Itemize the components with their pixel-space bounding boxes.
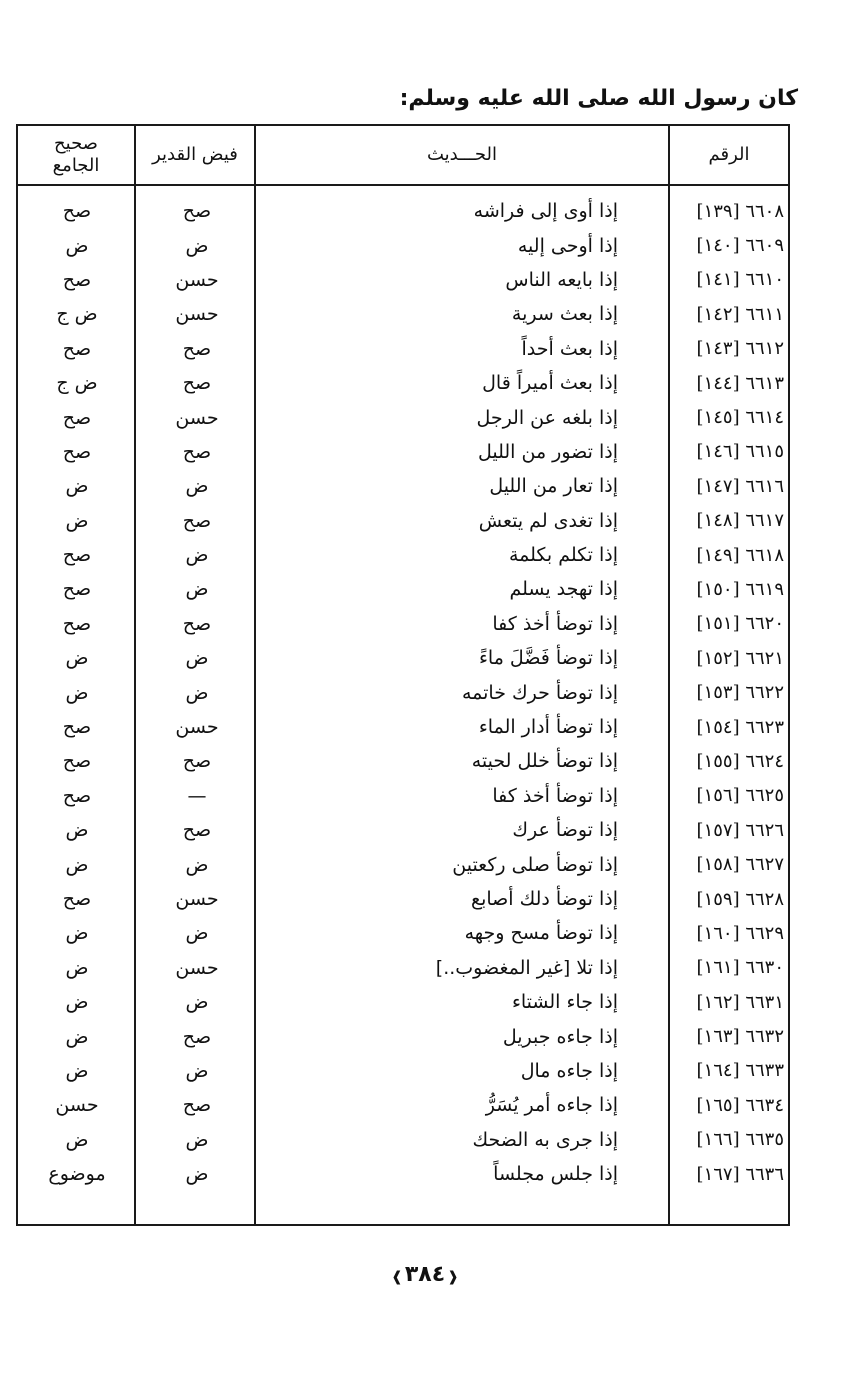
table-row	[18, 607, 788, 641]
row-sahih-grade: حسن	[55, 1094, 99, 1117]
row-number: ٦٦١٨ [١٤٩]	[696, 544, 784, 566]
table-row	[18, 847, 788, 881]
row-fayd-grade: صح	[182, 200, 212, 223]
ornament-icon: ❰	[447, 1269, 459, 1285]
table-row	[18, 710, 788, 744]
row-sahih-grade: صح	[62, 578, 92, 601]
row-number: ٦٦٣٣ [١٦٤]	[696, 1060, 784, 1082]
row-sahih-grade: صح	[62, 337, 92, 360]
row-number: ٦٦٢٢ [١٥٣]	[696, 682, 784, 704]
row-number: ٦٦٢٥ [١٥٦]	[696, 785, 784, 807]
row-hadith-text: إذا جاءه أمر يُسَرُّ	[485, 1094, 618, 1117]
row-number: ٦٦٢٦ [١٥٧]	[696, 819, 784, 841]
table-row	[18, 916, 788, 950]
row-fayd-grade: ض	[185, 681, 209, 704]
table-row	[18, 1054, 788, 1088]
row-number: ٦٦٣٠ [١٦١]	[696, 957, 784, 979]
row-fayd-grade: ض	[185, 234, 209, 257]
row-hadith-text: إذا تضور من الليل	[477, 440, 618, 463]
row-fayd-grade: —	[187, 784, 207, 807]
row-hadith-text: إذا توضأ صلى ركعتين	[452, 853, 618, 876]
row-number: ٦٦٢٧ [١٥٨]	[696, 854, 784, 876]
row-number: ٦٦٢٣ [١٥٤]	[696, 716, 784, 738]
row-hadith-text: إذا توضأ أخذ كفا	[492, 612, 618, 635]
row-number: ٦٦٣٥ [١٦٦]	[696, 1129, 784, 1151]
row-sahih-grade: ض	[65, 922, 89, 945]
ornament-icon: ❱	[391, 1269, 403, 1285]
row-number: ٦٦١٩ [١٥٠]	[696, 578, 784, 600]
table-row	[18, 228, 788, 262]
row-hadith-text: إذا تهجد يسلم	[509, 578, 618, 601]
row-hadith-text: إذا أوى إلى فراشه	[473, 200, 618, 223]
table-row	[18, 504, 788, 538]
row-fayd-grade: حسن	[175, 716, 219, 739]
row-fayd-grade: حسن	[175, 888, 219, 910]
row-hadith-text: إذا تلا [غير المغضوب..]	[435, 956, 618, 979]
row-hadith-text: إذا بايعه الناس	[505, 268, 618, 291]
row-fayd-grade: حسن	[175, 956, 219, 979]
table-row	[18, 779, 788, 813]
row-sahih-grade: ض	[65, 475, 89, 498]
row-fayd-grade: صح	[182, 440, 212, 463]
row-sahih-grade: ض	[65, 819, 89, 842]
row-number: ٦٦٢١ [١٥٢]	[696, 647, 784, 669]
row-fayd-grade: ض	[185, 578, 209, 601]
row-hadith-text: إذا بلغه عن الرجل	[476, 406, 618, 429]
row-hadith-text: إذا توضأ أدار الماء	[478, 716, 618, 739]
row-number: ٦٦٣٦ [١٦٧]	[696, 1163, 784, 1185]
row-fayd-grade: ض	[185, 1163, 209, 1186]
row-sahih-grade: ض	[65, 1059, 89, 1082]
row-hadith-text: إذا جاء الشتاء	[511, 991, 618, 1014]
row-hadith-text: إذا توضأ خلل لحيته	[471, 750, 618, 773]
row-sahih-grade: ض	[65, 1025, 89, 1048]
row-hadith-text: إذا جاءه مال	[520, 1059, 618, 1082]
row-sahih-grade: صح	[62, 612, 92, 635]
row-hadith-text: إذا تعار من الليل	[489, 475, 618, 498]
header-hadith-label: الحـــديث	[426, 144, 498, 165]
table-row	[18, 366, 788, 400]
table-row	[18, 435, 788, 469]
page-number-footer	[0, 1262, 850, 1287]
row-hadith-text: إذا بعث أحداً	[521, 337, 618, 360]
header-fayd-label: فيض القدير	[152, 144, 238, 165]
row-sahih-grade: ض	[65, 991, 89, 1014]
row-sahih-grade: صح	[62, 716, 92, 739]
row-hadith-text: إذا بعث سرية	[511, 303, 618, 326]
row-fayd-grade: ض	[185, 853, 209, 876]
table-row	[18, 675, 788, 709]
row-hadith-text: إذا توضأ فَضَّلَ ماءً	[478, 647, 618, 670]
table-row	[18, 882, 788, 916]
row-fayd-grade: صح	[182, 1025, 212, 1048]
table-row	[18, 572, 788, 606]
row-sahih-grade: ض	[65, 1128, 89, 1151]
table-row	[18, 469, 788, 503]
row-sahih-grade: صح	[62, 750, 92, 773]
row-number: ٦٦٢٨ [١٥٩]	[696, 888, 784, 910]
row-number: ٦٦٢٤ [١٥٥]	[696, 750, 784, 772]
row-number: ٦٦٣٤ [١٦٥]	[696, 1094, 784, 1116]
table-row	[18, 744, 788, 778]
table-row	[18, 1123, 788, 1157]
row-sahih-grade: صح	[62, 200, 92, 223]
row-sahih-grade: صح	[62, 268, 92, 291]
row-fayd-grade: ض	[185, 647, 209, 670]
row-number: ٦٦١٣ [١٤٤]	[696, 372, 784, 394]
table-body	[18, 194, 788, 1191]
row-number: ٦٦٢٠ [١٥١]	[696, 613, 784, 635]
row-number: ٦٦٣٢ [١٦٣]	[696, 1026, 784, 1048]
hadith-table	[16, 124, 790, 1226]
table-row	[18, 641, 788, 675]
row-hadith-text: إذا توضأ مسح وجهه	[464, 922, 618, 945]
table-row	[18, 538, 788, 572]
table-row	[18, 985, 788, 1019]
row-number: ٦٦١٥ [١٤٦]	[696, 441, 784, 463]
row-number: ٦٦١٢ [١٤٣]	[696, 338, 784, 360]
row-fayd-grade: ض	[185, 475, 209, 498]
row-fayd-grade: ض	[185, 991, 209, 1014]
header-fayd	[136, 126, 254, 184]
row-hadith-text: إذا توضأ أخذ كفا	[492, 784, 618, 807]
row-fayd-grade: حسن	[175, 268, 219, 291]
row-sahih-grade: صح	[62, 544, 92, 567]
table-row	[18, 297, 788, 331]
header-number-label: الرقم	[708, 144, 750, 165]
row-sahih-grade: ض	[65, 509, 89, 532]
table-row	[18, 194, 788, 228]
table-row	[18, 1157, 788, 1191]
row-fayd-grade: صح	[182, 372, 212, 395]
page-heading: كان رسول الله صلى الله عليه وسلم:	[399, 86, 798, 111]
row-hadith-text: إذا تكلم بكلمة	[508, 544, 618, 567]
row-sahih-grade: صح	[62, 784, 92, 807]
row-sahih-grade: صح	[62, 440, 92, 463]
row-fayd-grade: صح	[182, 612, 212, 635]
header-divider	[18, 184, 788, 186]
row-sahih-grade: ض	[65, 647, 89, 670]
row-hadith-text: إذا توضأ عرك	[512, 819, 618, 842]
table-row	[18, 263, 788, 297]
row-number: ٦٦١٤ [١٤٥]	[696, 407, 784, 429]
row-number: ٦٦٢٩ [١٦٠]	[696, 922, 784, 944]
row-sahih-grade: ض	[65, 234, 89, 257]
page-number: ٣٨٤	[404, 1262, 446, 1287]
header-hadith	[256, 126, 668, 184]
row-number: ٦٦٠٩ [١٤٠]	[696, 235, 784, 257]
row-sahih-grade: ض ج	[56, 303, 98, 326]
row-number: ٦٦١٠ [١٤١]	[696, 269, 784, 291]
table-row	[18, 1019, 788, 1053]
row-hadith-text: إذا بعث أميراً قال	[482, 372, 618, 395]
row-hadith-text: إذا جلس مجلساً	[493, 1163, 618, 1186]
row-fayd-grade: ض	[185, 1059, 209, 1082]
table-row	[18, 400, 788, 434]
row-number: ٦٦٣١ [١٦٢]	[696, 991, 784, 1013]
row-hadith-text: إذا تغدى لم يتعش	[478, 509, 618, 532]
row-sahih-grade: ض	[65, 681, 89, 704]
row-fayd-grade: حسن	[175, 406, 219, 429]
row-hadith-text: إذا جاءه جبريل	[502, 1025, 618, 1048]
row-hadith-text: إذا توضأ حرك خاتمه	[461, 681, 618, 704]
row-number: ٦٦١١ [١٤٢]	[696, 303, 784, 325]
header-number	[670, 126, 788, 184]
row-number: ٦٦١٦ [١٤٧]	[696, 475, 784, 497]
row-sahih-grade: ض	[65, 853, 89, 876]
row-fayd-grade: صح	[182, 819, 212, 842]
row-fayd-grade: صح	[182, 1094, 212, 1117]
row-fayd-grade: صح	[182, 750, 212, 773]
row-number: ٦٦١٧ [١٤٨]	[696, 510, 784, 532]
row-fayd-grade: حسن	[175, 303, 219, 326]
row-fayd-grade: صح	[182, 509, 212, 532]
header-sahih	[18, 126, 134, 184]
row-fayd-grade: ض	[185, 544, 209, 567]
row-hadith-text: إذا أوحى إليه	[517, 234, 618, 257]
table-row	[18, 951, 788, 985]
header-sahih-line2: الجامع	[52, 155, 100, 176]
table-row	[18, 1088, 788, 1122]
header-sahih-line1: صحيح	[54, 133, 98, 154]
row-fayd-grade: صح	[182, 337, 212, 360]
row-sahih-grade: صح	[62, 406, 92, 429]
table-row	[18, 813, 788, 847]
row-hadith-text: إذا توضأ دلك أصابع	[470, 888, 618, 910]
row-fayd-grade: ض	[185, 1128, 209, 1151]
row-sahih-grade: موضوع	[48, 1163, 106, 1186]
row-sahih-grade: ض ج	[56, 372, 98, 395]
row-sahih-grade: صح	[62, 888, 92, 910]
row-sahih-grade: ض	[65, 956, 89, 979]
row-hadith-text: إذا جرى به الضحك	[472, 1128, 618, 1151]
row-fayd-grade: ض	[185, 922, 209, 945]
row-number: ٦٦٠٨ [١٣٩]	[696, 200, 784, 222]
table-row	[18, 332, 788, 366]
